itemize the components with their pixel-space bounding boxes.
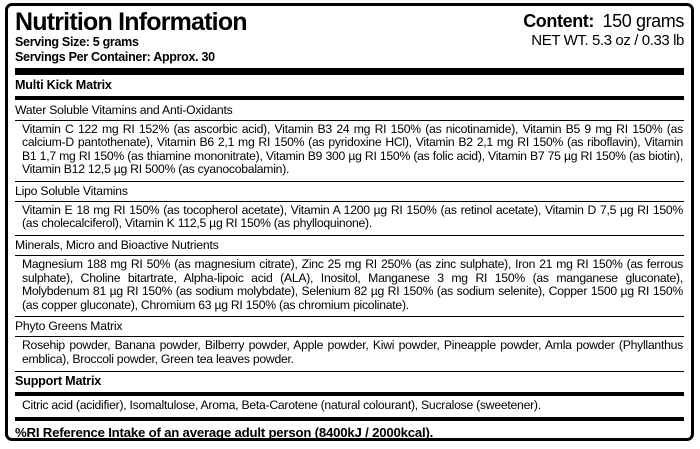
content-value: 150 grams bbox=[602, 11, 684, 31]
subsection-body-phyto-greens: Rosehip powder, Banana powder, Bilberry powder, Apple powder, Kiwi powder, Pineapple powder, Amla powder (Phyllanthus emblica), Broccoli powder, Green tea leaves powder. bbox=[15, 336, 684, 370]
nutrition-title: Nutrition Information bbox=[15, 8, 247, 36]
support-body: Citric acid (acidifier), Isomaltulose, Aroma, Beta-Carotene (natural colourant), Sucralose (sweetener). bbox=[22, 397, 541, 412]
serving-size: Serving Size: 5 grams bbox=[15, 35, 139, 49]
subsection-title-phyto-greens: Phyto Greens Matrix bbox=[15, 316, 684, 336]
subsection-body-minerals: Magnesium 188 mg RI 50% (as magnesium citrate), Zinc 25 mg RI 250% (as zinc sulphate), Iron 21 mg RI 150% (as ferrous sulphate), Choline bitartrate, Alpha-lipoic acid (ALA), Inositol, Manganese 3 mg RI 150% (as manganese gluconate), Molybdenum 81 µg RI 150% (as sodium molybdate), Selenium 82 µg RI 150% (as sodium selenite), Copper 1500 µg RI 150% (as copper gluconate), Chromium 63 µg RI 150% (as chromium picolinate). bbox=[15, 255, 684, 316]
multi-kick-subsections bbox=[15, 101, 684, 371]
content-line bbox=[523, 12, 684, 32]
divider-bar-multi-kick bbox=[15, 96, 684, 100]
subsection-title-lipo-soluble: Lipo Soluble Vitamins bbox=[15, 181, 684, 201]
header-left bbox=[15, 9, 247, 66]
subsection-body-water-soluble: Vitamin C 122 mg RI 152% (as ascorbic acid), Vitamin B3 24 mg RI 150% (as nicotinamide), Vitamin B5 9 mg RI 150% (as calcium-D pantothenate), Vitamin B6 2,1 mg RI 150% (as pyridoxine HCl), Vitamin B2 2,1 mg RI 150% (as riboflavin), Vitamin B1 1,7 mg RI 150% (as thiamine mononitrate), Vitamin B9 300 µg RI 150% (as folic acid), Vitamin B7 75 µg RI 150% (as biotin), Vitamin B12 12,5 µg RI 500% (as cyanocobalamin). bbox=[15, 120, 684, 181]
nutrition-label bbox=[5, 3, 694, 441]
content-label: Content: bbox=[523, 11, 594, 31]
divider-bar-footer bbox=[15, 417, 684, 421]
servings-per-container: Servings Per Container: Approx. 30 bbox=[15, 50, 215, 65]
reference-intake-footer: %RI Reference Intake of an average adult person (8400kJ / 2000kcal). bbox=[15, 425, 434, 441]
net-weight: NET WT. 5.3 oz / 0.33 lb bbox=[531, 31, 684, 49]
divider-bar-support-top bbox=[15, 392, 684, 396]
subsection-title-water-soluble: Water Soluble Vitamins and Anti-Oxidants bbox=[15, 102, 233, 117]
header-right bbox=[523, 9, 684, 51]
section-title-support: Support Matrix bbox=[15, 371, 684, 391]
divider-bar-header bbox=[15, 68, 684, 75]
section-title-multi-kick: Multi Kick Matrix bbox=[15, 77, 112, 92]
label-header bbox=[15, 9, 684, 66]
subsection-body-lipo-soluble: Vitamin E 18 mg RI 150% (as tocopherol acetate), Vitamin A 1200 µg RI 150% (as retinol acetate), Vitamin D 7,5 µg RI 150% (as cholecalciferol), Vitamin K 112,5 µg RI 150% (as phylloquinone). bbox=[15, 201, 684, 235]
subsection-title-minerals: Minerals, Micro and Bioactive Nutrients bbox=[15, 235, 684, 255]
